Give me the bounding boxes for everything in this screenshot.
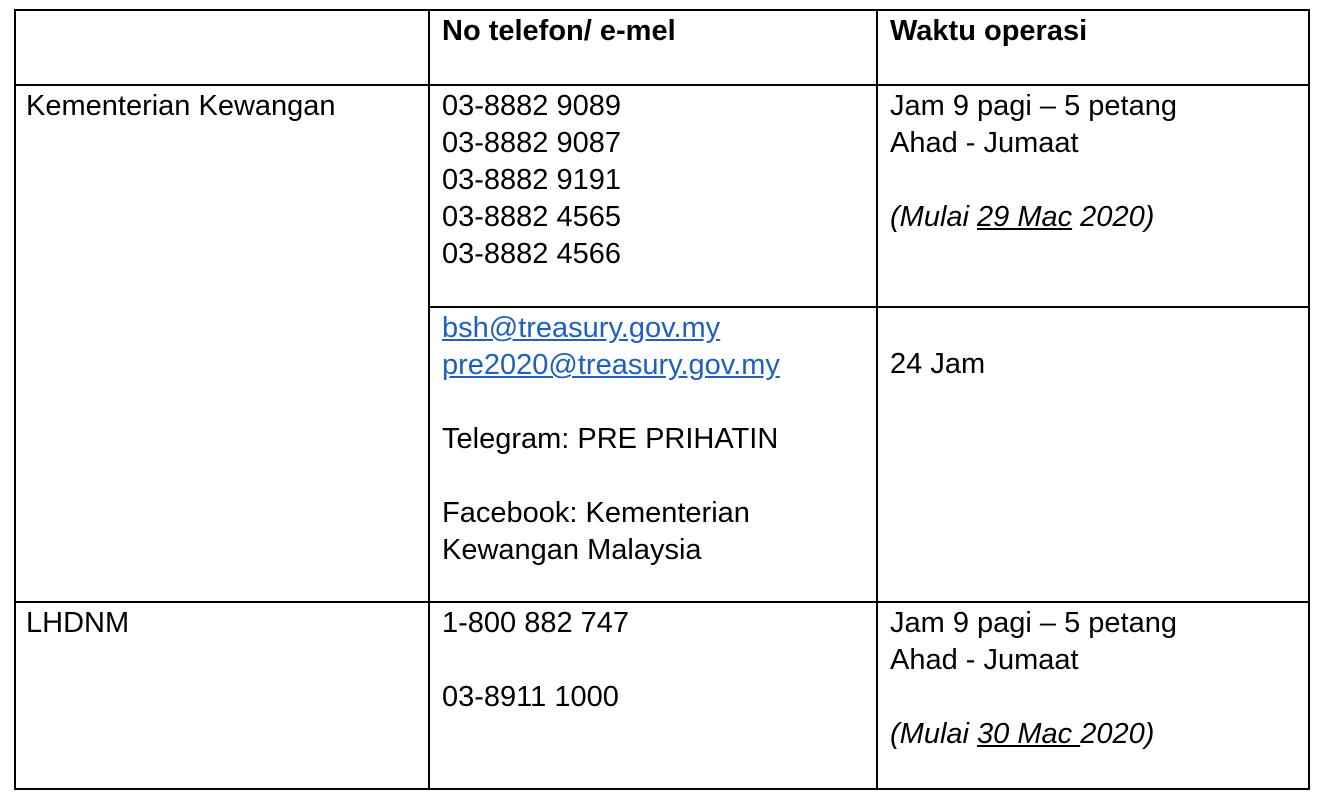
telegram-contact: Telegram: PRE PRIHATIN — [442, 423, 779, 455]
phone-number: 03-8882 9089 — [442, 90, 621, 122]
phone-number: 03-8882 4565 — [442, 201, 621, 233]
phone-number: 1-800 882 747 — [442, 607, 630, 639]
spacer — [442, 384, 780, 421]
facebook-contact-line2: Kewangan Malaysia — [442, 534, 702, 566]
table-border-right — [1308, 9, 1310, 790]
spacer — [442, 642, 629, 679]
table-border-bottom — [14, 788, 1310, 790]
phone-number: 03-8911 1000 — [442, 681, 619, 713]
table-border-top — [14, 9, 1310, 11]
spacer — [890, 679, 1177, 716]
email-link-pre2020[interactable]: pre2020@treasury.gov.my — [442, 349, 780, 381]
start-prefix: (Mulai — [890, 201, 978, 233]
hours-time: Jam 9 pagi – 5 petang — [890, 607, 1177, 639]
phone-number: 03-8882 9191 — [442, 164, 621, 196]
facebook-contact-line1: Facebook: Kementerian — [442, 497, 750, 529]
table-border-row2 — [14, 601, 1310, 603]
start-suffix: 2020) — [1080, 718, 1155, 750]
start-date: 30 Mac — [977, 718, 1081, 750]
phone-list — [442, 605, 629, 716]
hours-time: Jam 9 pagi – 5 petang — [890, 90, 1177, 122]
spacer — [890, 162, 1177, 199]
operating-hours-online: 24 Jam — [890, 348, 986, 380]
table-border-left — [14, 9, 16, 790]
table-border-row1-split — [428, 306, 1310, 308]
table-border-header — [14, 84, 1310, 86]
start-suffix: 2020) — [1072, 201, 1155, 233]
operating-hours — [890, 88, 1177, 236]
phone-number: 03-8882 4566 — [442, 238, 621, 270]
start-date: 29 Mac — [977, 201, 1073, 233]
agency-name: Kementerian Kewangan — [26, 90, 336, 122]
phone-list — [442, 88, 621, 273]
table-border-col3 — [876, 9, 878, 790]
hours-days: Ahad - Jumaat — [890, 127, 1079, 159]
header-phone-email: No telefon/ e-mel — [442, 15, 676, 47]
hours-days: Ahad - Jumaat — [890, 644, 1079, 676]
header-operating-hours: Waktu operasi — [890, 15, 1088, 47]
email-link-bsh[interactable]: bsh@treasury.gov.my — [442, 312, 721, 344]
online-contacts — [442, 310, 780, 569]
agency-name: LHDNM — [26, 607, 130, 639]
spacer — [442, 458, 780, 495]
start-date-note — [890, 716, 1177, 753]
start-prefix: (Mulai — [890, 718, 978, 750]
phone-number: 03-8882 9087 — [442, 127, 621, 159]
operating-hours — [890, 605, 1177, 753]
start-date-note — [890, 199, 1177, 236]
table-border-col2 — [428, 9, 430, 790]
